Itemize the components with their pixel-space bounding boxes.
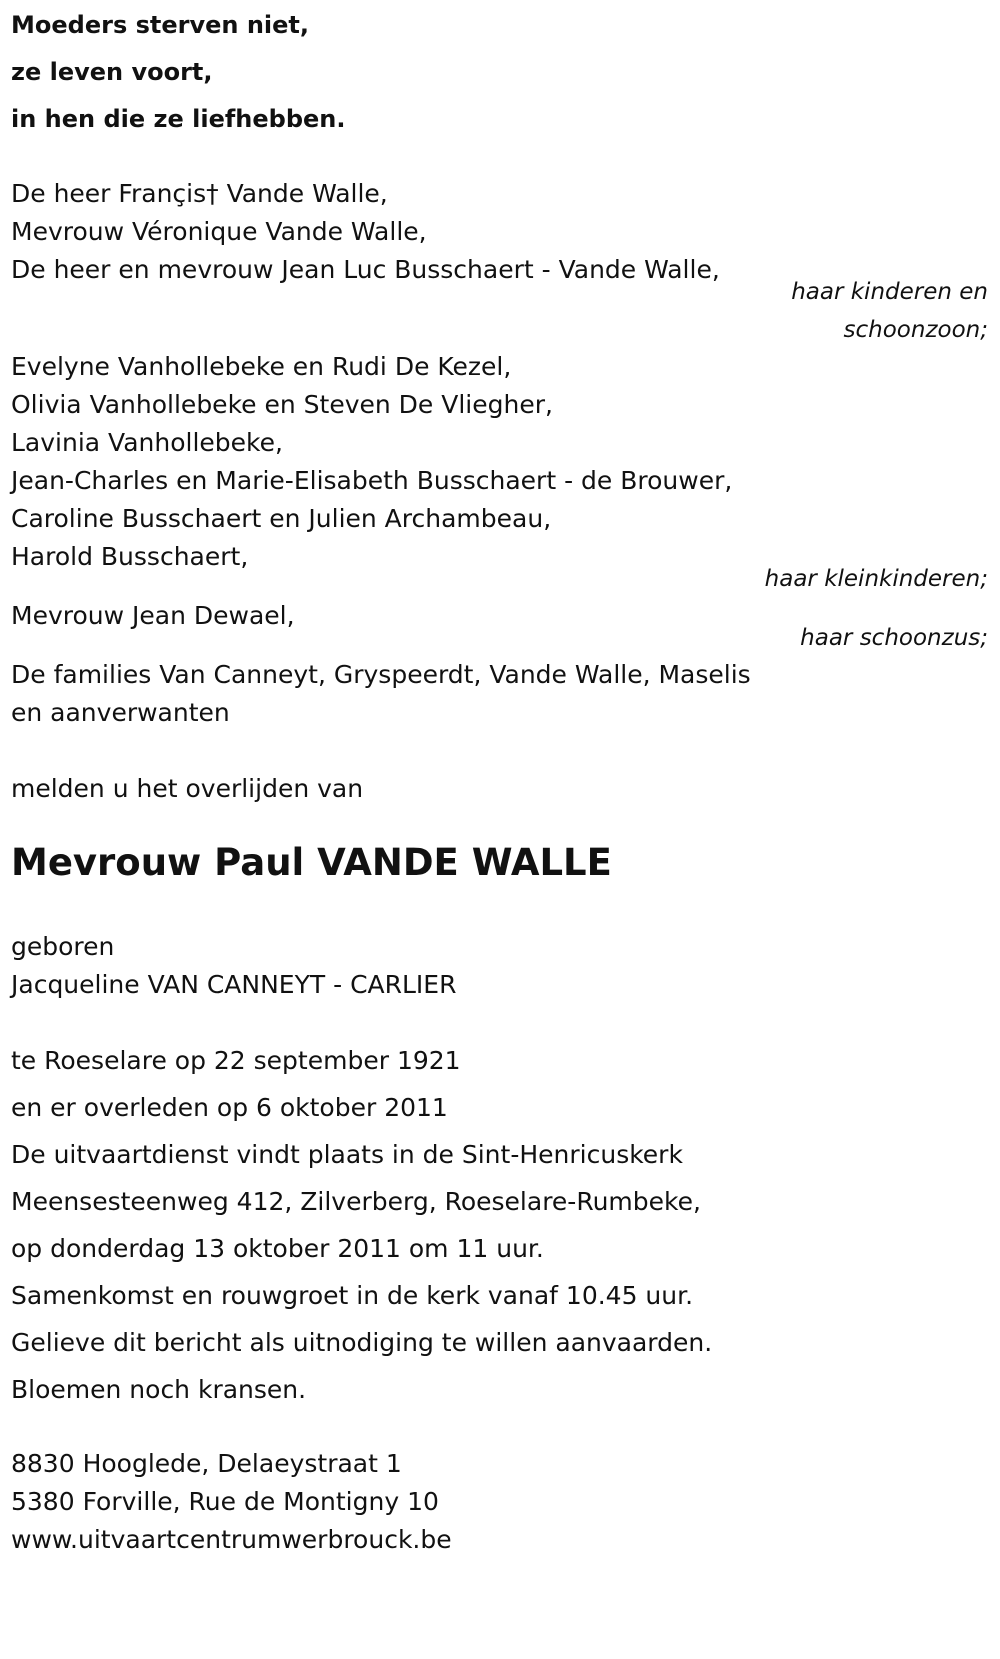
quote-line-2: ze leven voort, <box>11 58 213 86</box>
address-line: 8830 Hooglede, Delaeystraat 1 <box>11 1449 402 1478</box>
detail-line: en er overleden op 6 oktober 2011 <box>11 1093 448 1122</box>
website-link[interactable]: www.uitvaartcentrumwerbrouck.be <box>11 1525 452 1554</box>
detail-line: Bloemen noch kransen. <box>11 1375 307 1404</box>
deceased-name: Mevrouw Paul VANDE WALLE <box>11 841 612 884</box>
families-line-2: en aanverwanten <box>11 698 230 727</box>
grandchild-name: Olivia Vanhollebeke en Steven De Vliegher, <box>11 390 553 419</box>
quote-line-1: Moeders sterven niet, <box>11 11 309 39</box>
grandchild-name: Evelyne Vanhollebeke en Rudi De Kezel, <box>11 352 512 381</box>
grandchildren-role: haar kleinkinderen; <box>764 566 988 592</box>
children-role-line-1: haar kinderen en <box>791 279 988 305</box>
grandchild-name: Jean-Charles en Marie-Elisabeth Busschaert - de Brouwer, <box>11 466 733 495</box>
address-line: 5380 Forville, Rue de Montigny 10 <box>11 1487 439 1516</box>
sister-in-law-name: Mevrouw Jean Dewael, <box>11 601 295 630</box>
sister-in-law-role: haar schoonzus; <box>800 625 988 651</box>
detail-line: De uitvaartdienst vindt plaats in de Sint-Henricuskerk <box>11 1140 683 1169</box>
detail-line: te Roeselare op 22 september 1921 <box>11 1046 461 1075</box>
born-label: geboren <box>11 932 115 961</box>
grandchild-name: Harold Busschaert, <box>11 542 249 571</box>
families-line-1: De families Van Canneyt, Gryspeerdt, Vande Walle, Maselis <box>11 660 751 689</box>
child-name: De heer Françis† Vande Walle, <box>11 179 388 208</box>
quote-line-3: in hen die ze liefhebben. <box>11 105 346 133</box>
detail-line: Gelieve dit bericht als uitnodiging te willen aanvaarden. <box>11 1328 713 1357</box>
detail-line: Samenkomst en rouwgroet in de kerk vanaf 10.45 uur. <box>11 1281 694 1310</box>
grandchild-name: Lavinia Vanhollebeke, <box>11 428 283 457</box>
detail-line: Meensesteenweg 412, Zilverberg, Roeselare-Rumbeke, <box>11 1187 701 1216</box>
maiden-name: Jacqueline VAN CANNEYT - CARLIER <box>11 970 457 999</box>
grandchild-name: Caroline Busschaert en Julien Archambeau, <box>11 504 552 533</box>
children-role-line-2: schoonzoon; <box>843 317 988 343</box>
child-name: Mevrouw Véronique Vande Walle, <box>11 217 427 246</box>
announcement: melden u het overlijden van <box>11 774 364 803</box>
child-name: De heer en mevrouw Jean Luc Busschaert - Vande Walle, <box>11 255 720 284</box>
detail-line: op donderdag 13 oktober 2011 om 11 uur. <box>11 1234 544 1263</box>
